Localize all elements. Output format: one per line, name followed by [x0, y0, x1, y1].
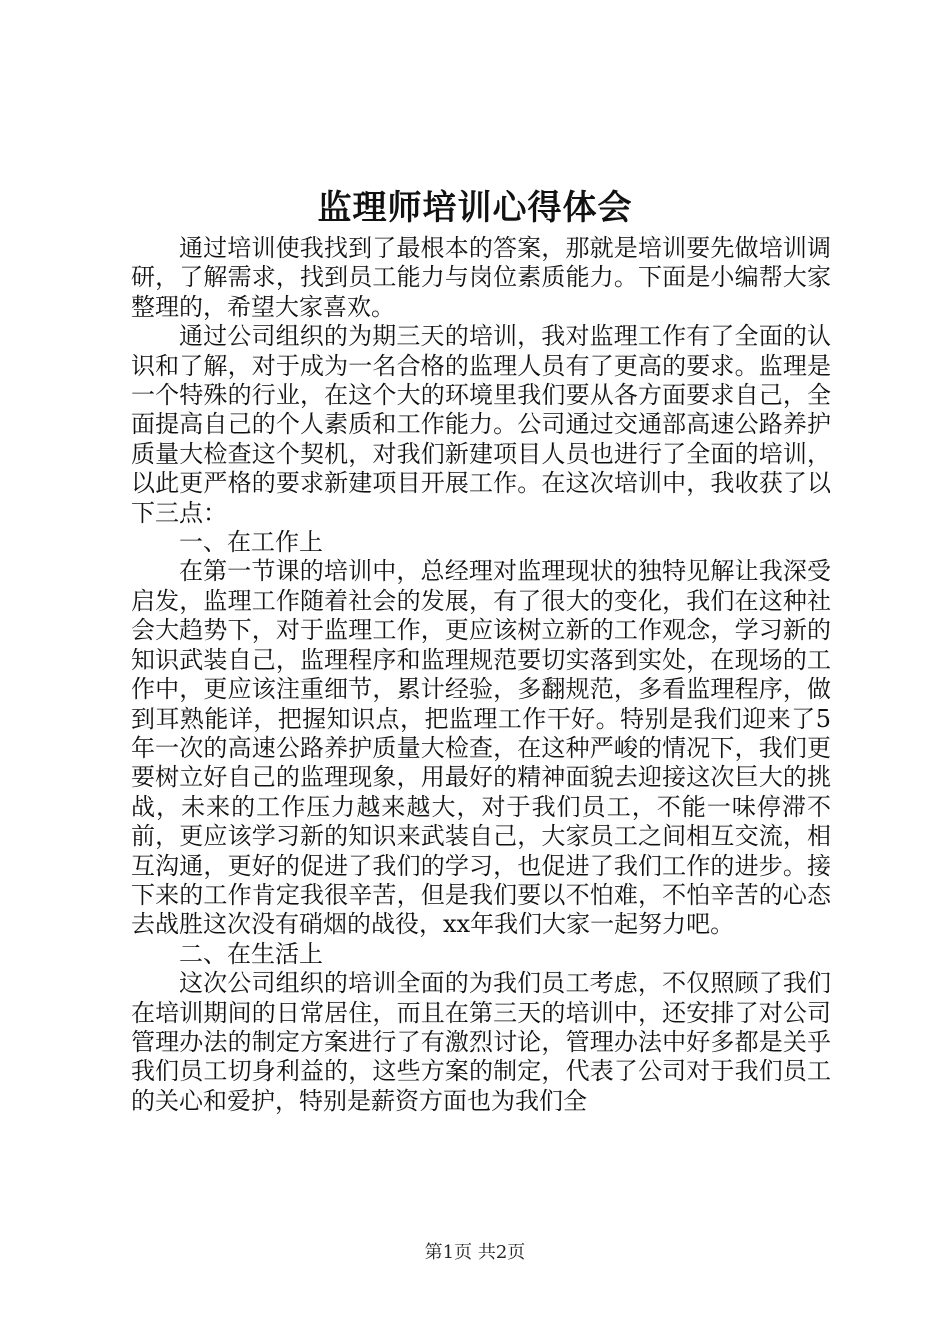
document-title: 监理师培训心得体会: [317, 188, 633, 228]
paragraph-training-overview: 通过公司组织的为期三天的培训，我对监理工作有了全面的认识和了解，对于成为一名合格的监理人员有了更高的要求。监理是一个特殊的行业，在这个大的环境里我们要从各方面要求自己，全面提高自己的个人素质和工作能力。公司通过交通部高速公路养护质量大检查这个契机，对我们新建项目人员也进行了全面的培训，以此更严格的要求新建项目开展工作。在这次培训中，我收获了以下三点：: [131, 322, 831, 527]
paragraph-life: 这次公司组织的培训全面的为我们员工考虑，不仅照顾了我们在培训期间的日常居住，而且在第三天的培训中，还安排了对公司管理办法的制定方案进行了有激烈讨论，管理办法中好多都是关乎我们员工切身利益的，这些方案的制定，代表了公司对于我们员工的关心和爱护，特别是薪资方面也为我们全: [131, 969, 831, 1115]
paragraph-intro: 通过培训使我找到了最根本的答案，那就是培训要先做培训调研，了解需求，找到员工能力与岗位素质能力。下面是小编帮大家整理的，希望大家喜欢。: [131, 234, 831, 321]
section-heading-life: 二、在生活上: [179, 939, 323, 968]
document-body: [131, 234, 831, 1116]
page-number-footer: 第1页 共2页: [424, 1242, 526, 1263]
paragraph-work: 在第一节课的培训中，总经理对监理现状的独特见解让我深受启发，监理工作随着社会的发展，有了很大的变化，我们在这种社会大趋势下，对于监理工作，更应该树立新的工作观念，学习新的知识武装自己，监理程序和监理规范要切实落到实处，在现场的工作中，更应该注重细节，累计经验，多翻规范，多看监理程序，做到耳熟能详，把握知识点，把监理工作干好。特别是我们迎来了5年一次的高速公路养护质量大检查，在这种严峻的情况下，我们更要树立好自己的监理现象，用最好的精神面貌去迎接这次巨大的挑战，未来的工作压力越来越大，对于我们员工，不能一味停滞不前，更应该学习新的知识来武装自己，大家员工之间相互交流，相互沟通，更好的促进了我们的学习，也促进了我们工作的进步。接下来的工作肯定我很辛苦，但是我们要以不怕难，不怕辛苦的心态去战胜这次没有硝烟的战役，xx年我们大家一起努力吧。: [131, 557, 831, 939]
section-heading-work: 一、在工作上: [179, 528, 323, 557]
